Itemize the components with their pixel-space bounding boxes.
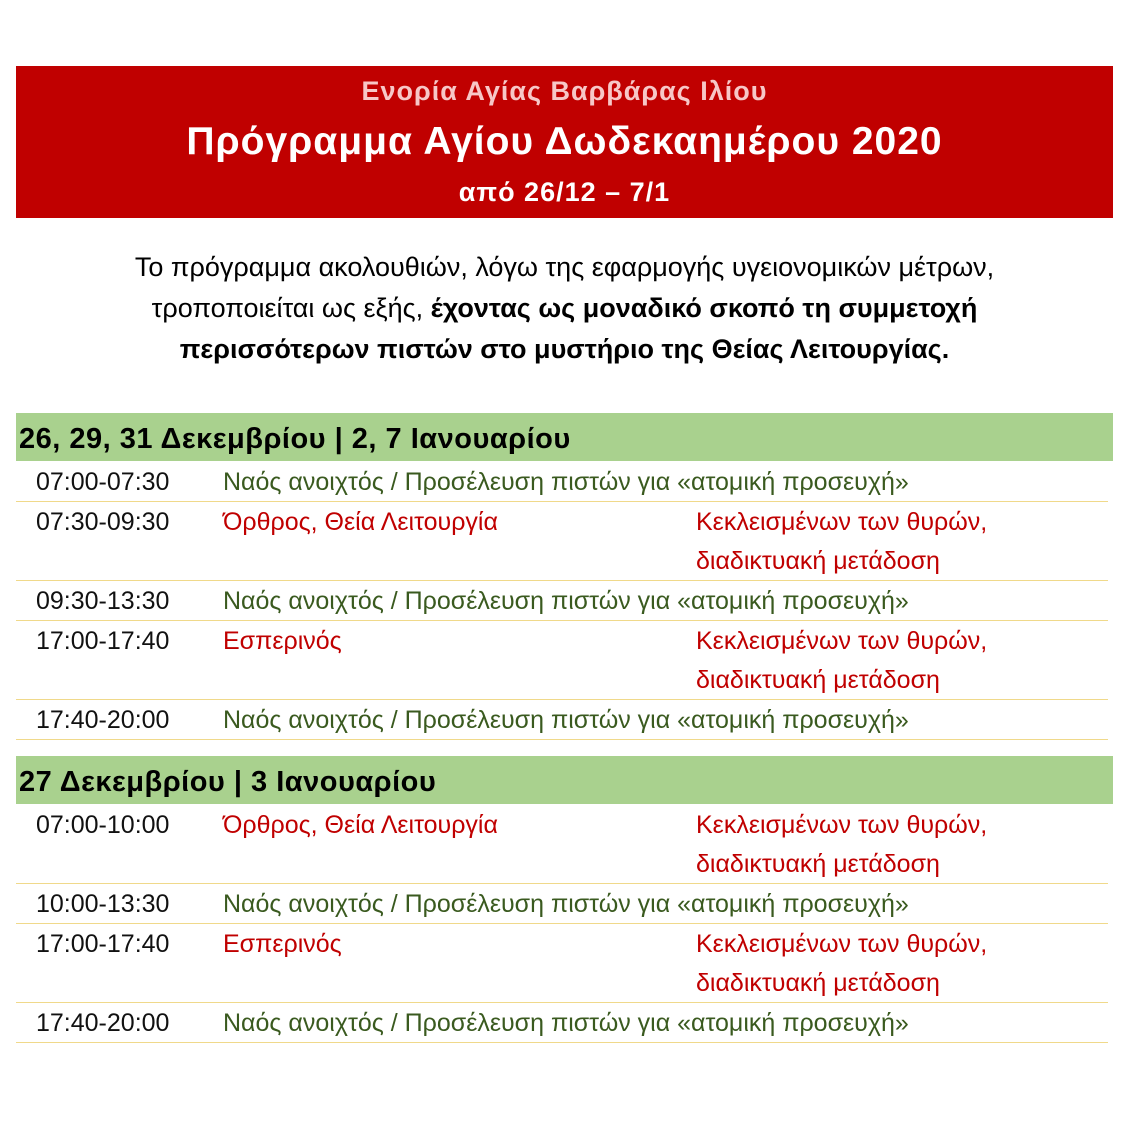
row-time: 07:00-10:00 (36, 811, 170, 839)
intro-line-1: Το πρόγραμμα ακολουθιών, λόγω της εφαρμογής υγειονομικών μέτρων, (134, 252, 995, 282)
row-event: Εσπερινός (223, 627, 342, 655)
row-note (696, 925, 1096, 1003)
row-event: Ναός ανοιχτός / Προσέλευση πιστών για «ατομική προσευχή» (223, 1009, 909, 1037)
row-note-line-2: διαδικτυακή μετάδοση (696, 850, 940, 878)
intro-line-2-bold: έχοντας ως μοναδικό σκοπό τη συμμετοχή (430, 293, 978, 323)
row-event: Όρθρος, Θεία Λειτουργία (223, 811, 498, 839)
schedule-row (16, 503, 1108, 581)
intro-text (16, 247, 1113, 370)
intro-line-2-plain: τροποποιείται ως εξής, (151, 293, 431, 323)
row-event: Ναός ανοιχτός / Προσέλευση πιστών για «ατομική προσευχή» (223, 890, 909, 918)
page-title: Πρόγραμμα Αγίου Δωδεκαημέρου 2020 (186, 120, 943, 163)
title-banner (16, 66, 1113, 218)
row-note (696, 806, 1096, 884)
row-time: 07:30-09:30 (36, 508, 170, 536)
section-header: 27 Δεκεμβρίου | 3 Ιανουαρίου (16, 756, 1113, 804)
row-note-line-2: διαδικτυακή μετάδοση (696, 969, 940, 997)
row-note-line-1: Κεκλεισμένων των θυρών, (696, 811, 988, 839)
row-note-line-1: Κεκλεισμένων των θυρών, (696, 930, 988, 958)
row-time: 17:40-20:00 (36, 1009, 170, 1037)
intro-line-3 (16, 329, 1113, 370)
schedule-row (16, 582, 1108, 621)
row-time: 10:00-13:30 (36, 890, 170, 918)
intro-line-3-bold: περισσότερων πιστών στο μυστήριο της Θείας Λειτουργίας. (179, 334, 950, 364)
schedule-row (16, 463, 1108, 502)
row-note (696, 622, 1096, 700)
row-time: 09:30-13:30 (36, 587, 170, 615)
schedule-row (16, 622, 1108, 700)
row-time: 07:00-07:30 (36, 468, 170, 496)
schedule-row (16, 885, 1108, 924)
row-note (696, 503, 1096, 581)
row-note-line-2: διαδικτυακή μετάδοση (696, 666, 940, 694)
row-note-line-2: διαδικτυακή μετάδοση (696, 547, 940, 575)
row-time: 17:00-17:40 (36, 627, 170, 655)
section-header: 26, 29, 31 Δεκεμβρίου | 2, 7 Ιανουαρίου (16, 413, 1113, 461)
schedule-row (16, 1004, 1108, 1043)
schedule-row (16, 806, 1108, 884)
row-note-line-1: Κεκλεισμένων των θυρών, (696, 508, 988, 536)
intro-line-2 (16, 288, 1113, 329)
row-event: Ναός ανοιχτός / Προσέλευση πιστών για «ατομική προσευχή» (223, 587, 909, 615)
row-event: Ναός ανοιχτός / Προσέλευση πιστών για «ατομική προσευχή» (223, 706, 909, 734)
row-event: Ναός ανοιχτός / Προσέλευση πιστών για «ατομική προσευχή» (223, 468, 909, 496)
row-note-line-1: Κεκλεισμένων των θυρών, (696, 627, 988, 655)
row-time: 17:40-20:00 (36, 706, 170, 734)
schedule-row (16, 701, 1108, 740)
row-time: 17:00-17:40 (36, 930, 170, 958)
parish-name: Ενορία Αγίας Βαρβάρας Ιλίου (361, 76, 768, 106)
row-event: Όρθρος, Θεία Λειτουργία (223, 508, 498, 536)
row-event: Εσπερινός (223, 930, 342, 958)
date-range: από 26/12 – 7/1 (458, 177, 671, 207)
schedule-row (16, 925, 1108, 1003)
